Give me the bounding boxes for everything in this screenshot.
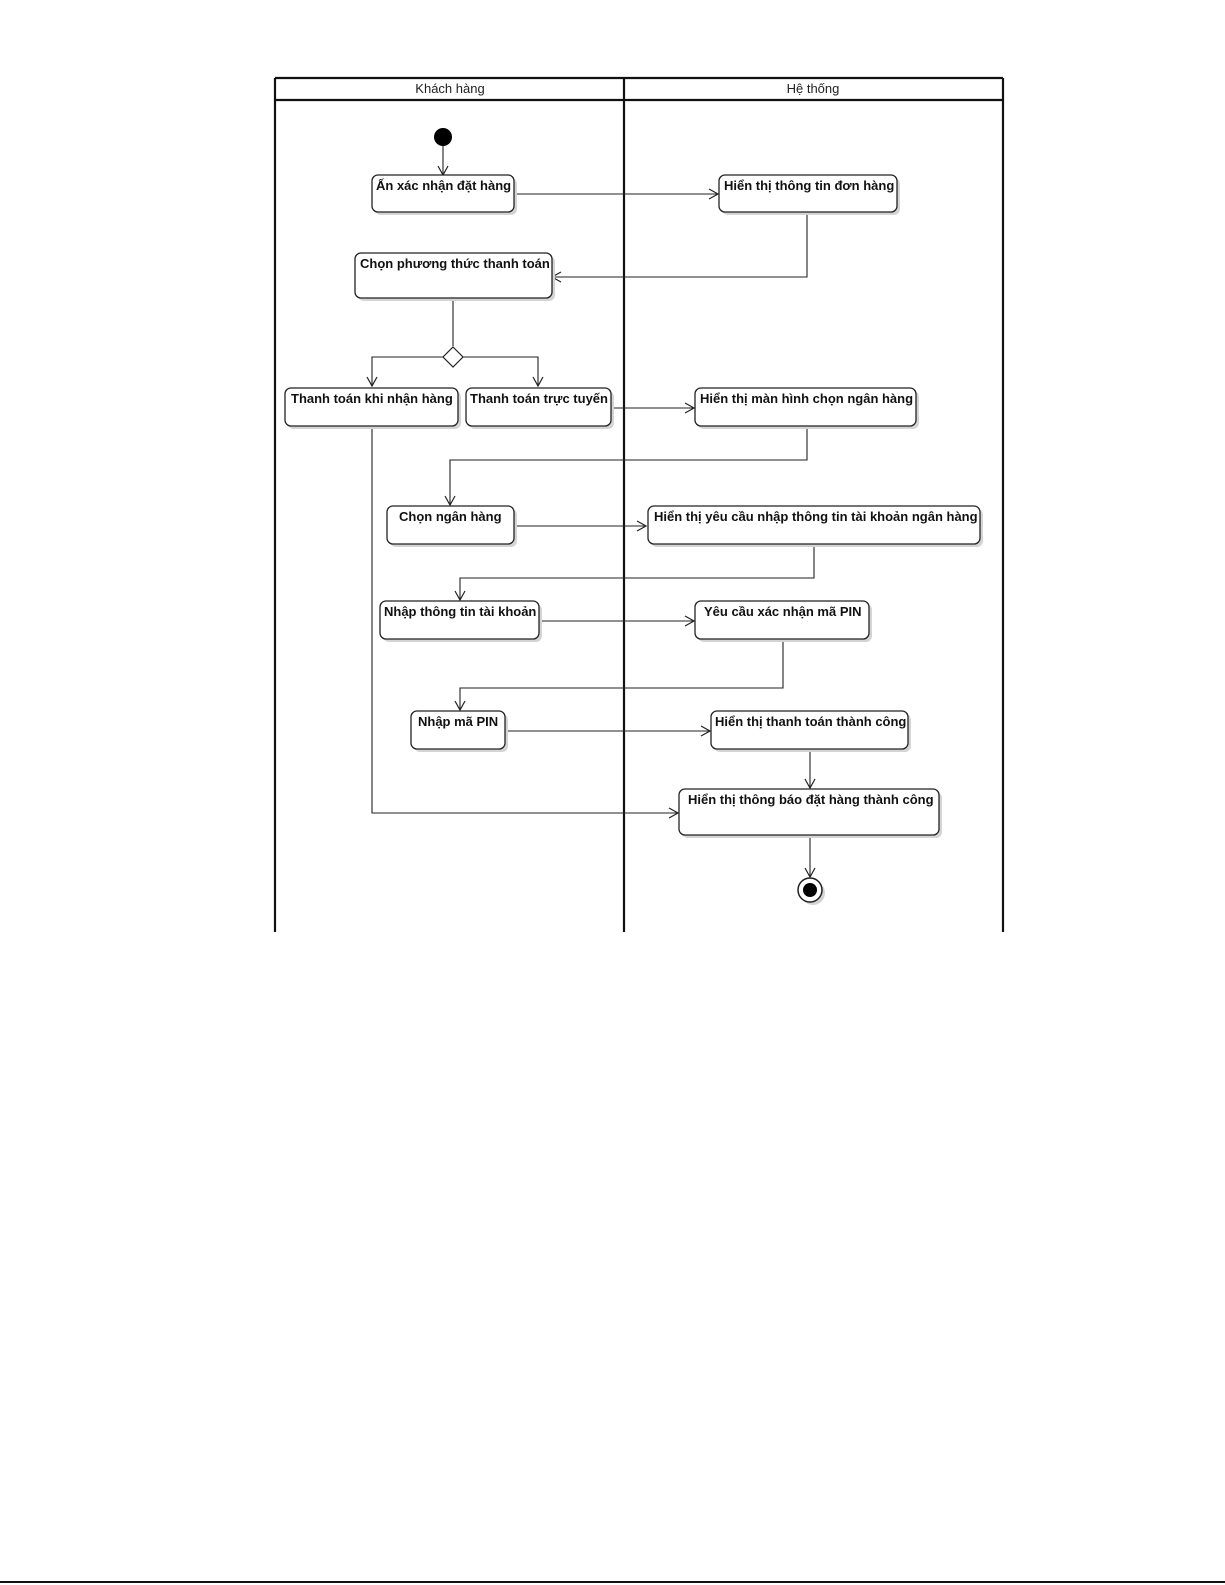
- activity-enter-account-info: [380, 601, 542, 642]
- activity-show-payment-success: [711, 711, 911, 752]
- activity-label: Hiển thị yêu cầu nhập thông tin tài khoản ngân hàng: [654, 509, 978, 524]
- activity-label: Chọn phương thức thanh toán: [360, 256, 550, 271]
- activity-choose-payment: [355, 253, 555, 301]
- decision-node: [443, 347, 463, 367]
- activity-confirm-order: [372, 175, 517, 215]
- activity-show-bank-screen: [695, 388, 919, 429]
- activity-request-account-info: [648, 506, 983, 547]
- activity-label: Thanh toán trực tuyến: [470, 391, 608, 406]
- page-bottom-rule: [0, 1581, 1225, 1583]
- activity-label: Ấn xác nhận đặt hàng: [376, 178, 512, 193]
- activity-label: Hiển thị thanh toán thành công: [715, 714, 907, 729]
- activity-choose-bank: [387, 506, 517, 547]
- flow-decision-to-cod: [372, 357, 443, 386]
- flow-request-pin-to-enter-pin: [460, 640, 783, 710]
- flow-request-account-to-enter-account: [460, 546, 814, 600]
- activity-label: Thanh toán khi nhận hàng: [291, 391, 453, 406]
- activity-enter-pin: [411, 711, 508, 752]
- activity-show-order-info: [719, 175, 900, 215]
- activity-pay-on-delivery: [285, 388, 461, 429]
- activity-label: Chọn ngân hàng: [399, 509, 502, 524]
- activity-pay-online: [466, 388, 614, 429]
- final-node: [798, 878, 825, 905]
- activity-request-pin: [695, 601, 872, 642]
- activity-label: Nhập thông tin tài khoản: [384, 604, 537, 619]
- activity-label: Hiển thị màn hình chọn ngân hàng: [700, 391, 914, 406]
- flow-decision-to-online: [463, 357, 538, 386]
- lane-title-system: Hệ thống: [786, 81, 840, 96]
- initial-node: [434, 128, 452, 146]
- activity-label: Hiển thị thông tin đơn hàng: [724, 178, 895, 193]
- activity-label: Hiển thị thông báo đặt hàng thành công: [688, 792, 934, 807]
- flow-bank-screen-to-choose-bank: [450, 428, 807, 505]
- flow-show-order-to-choose-payment: [552, 214, 807, 277]
- activity-label: Yêu cầu xác nhận mã PIN: [704, 604, 862, 619]
- activity-show-order-success: [679, 789, 942, 838]
- lane-title-customer: Khách hàng: [415, 81, 485, 96]
- activity-label: Nhập mã PIN: [418, 714, 499, 729]
